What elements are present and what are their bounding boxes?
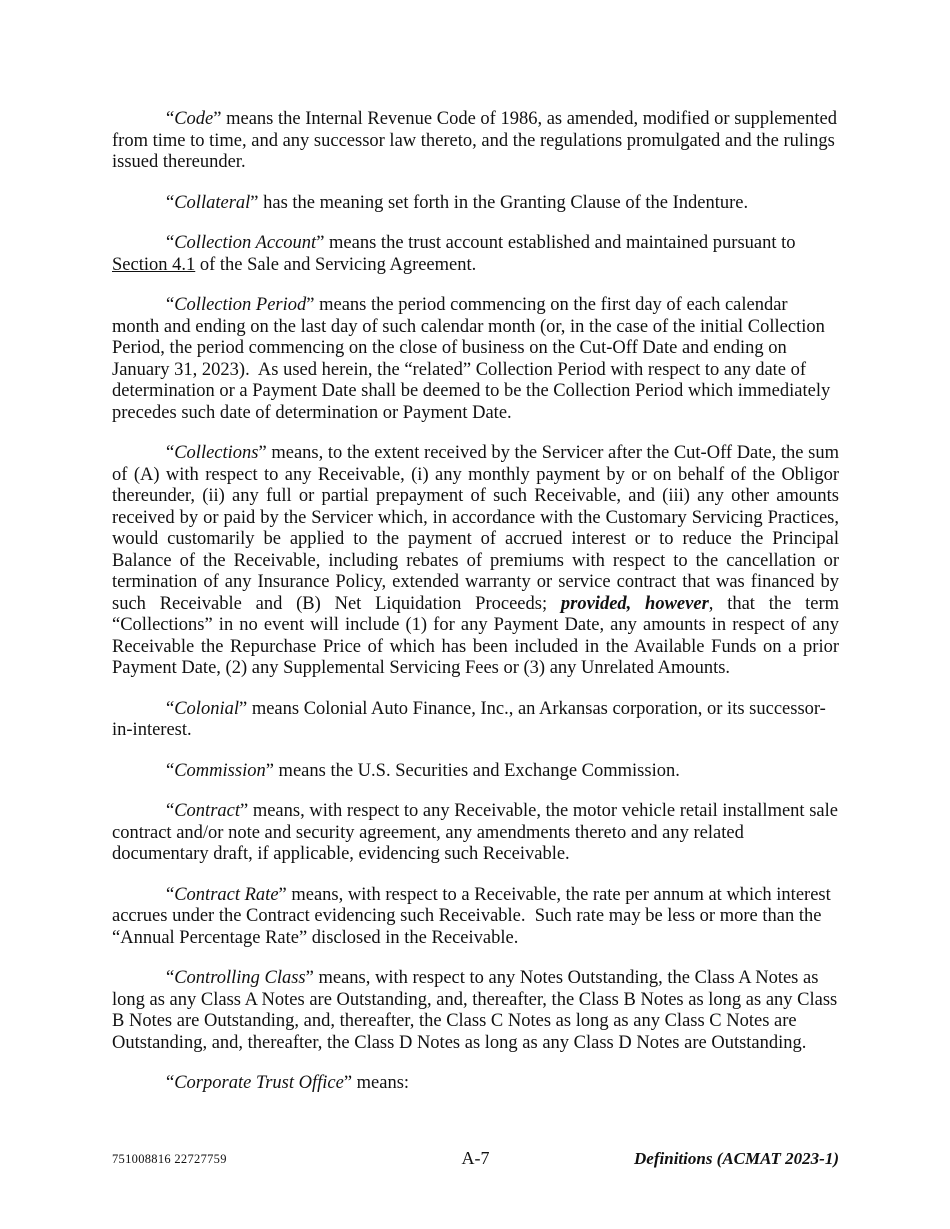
definition-paragraph-commission — [112, 761, 839, 783]
defined-term: Collection Period — [174, 295, 307, 315]
section-reference: Section 4.1 — [112, 254, 196, 275]
page-footer — [112, 1147, 839, 1173]
defined-term: Collateral — [174, 192, 251, 213]
footer-document-title: Definitions (ACMAT 2023-1) — [634, 1149, 839, 1168]
text-run: “ — [166, 801, 175, 821]
text-run: ” means the period commencing on the first day of each calendar month and ending on the last day of such calendar month (or, in the case of the initial Collection Period, the period commencing on the close of business on the Cut-Off Date and ending on January 31, 2023). As used herein, the “related” Collection Period with respect to any date of determination or a Payment Date shall be deemed to be the Collection Period which immediately precedes such date of determination or Payment Date. — [112, 295, 835, 423]
text-run: ” means the trust account established and maintained pursuant to — [316, 233, 801, 253]
text-run: “ — [166, 295, 175, 315]
defined-term: Corporate Trust Office — [174, 1073, 344, 1093]
defined-term: Code — [174, 109, 214, 129]
defined-term: Collection Account — [174, 233, 317, 253]
text-run: “ — [166, 698, 175, 719]
text-run: “ — [166, 760, 175, 781]
definition-paragraph-code — [112, 109, 842, 174]
text-run: “ — [166, 1073, 175, 1093]
text-run: ” means, with respect to a Receivable, the rate per annum at which interest accrues under the Contract evidencing such Receivable. Such rate may be less or more than the “Annual Percentage Rate” disclosed in the Receivable. — [112, 884, 836, 948]
definition-paragraph-contract-rate — [112, 885, 839, 950]
text-run: ” means, with respect to any Notes Outstanding, the Class A Notes as long as any Class A Notes are Outstanding, and, thereafter, the Class B Notes as long as any Class B Notes are Outstanding, and, thereafter, the Class C Notes as long as any Class C Notes are Outstanding, and, thereafter, the Class D Notes as long as any Class D Notes are Outstanding. — [112, 968, 842, 1053]
definition-paragraph-collections — [112, 443, 844, 680]
text-run: “ — [166, 233, 175, 253]
text-run: ” means, to the extent received by the Servicer after the Cut-Off Date, the sum of (A) with respect to any Receivable, (i) any monthly payment by or on behalf of the Obligor thereunder, (ii) any full or partial prepayment of such Receivable, and (iii) any other amounts received by or paid by the Servicer which, in accordance with the Customary Servicing Practices, would customarily be applied to the payment of accrued interest or to reduce the Principal Balance of the Receivable, including rebates of premiums with respect to the cancellation or termination of any Insurance Policy, extended warranty or service contract that was financed by such Receivable and (B) Net Liquidation Proceeds; — [112, 443, 844, 614]
definition-paragraph-collection-period — [112, 295, 839, 424]
defined-term: Contract Rate — [174, 884, 279, 905]
proviso-phrase: provided, however — [560, 593, 709, 614]
text-run: ” means: — [343, 1073, 410, 1093]
defined-term: Colonial — [174, 698, 239, 719]
defined-term: Contract — [174, 801, 240, 821]
defined-term: Collections — [174, 443, 259, 463]
text-run: ” means Colonial Auto Finance, Inc., an Arkansas corporation, or its successor-in-interest. — [112, 698, 826, 740]
text-run: ” means the Internal Revenue Code of 1986, as amended, modified or supplemented from time to time, and any successor law thereto, and the regulations promulgated and the rulings issued thereunder. — [112, 109, 842, 172]
definition-paragraph-collection-account — [112, 233, 839, 276]
text-run: “ — [166, 968, 175, 988]
definition-paragraph-corporate-trust-office — [112, 1073, 839, 1095]
defined-term: Commission — [174, 760, 266, 781]
text-run: ” has the meaning set forth in the Granting Clause of the Indenture. — [250, 192, 749, 213]
defined-term: Controlling Class — [174, 968, 306, 988]
text-run: of the Sale and Servicing Agreement. — [195, 254, 477, 275]
definition-paragraph-controlling-class — [112, 968, 842, 1054]
definition-paragraph-colonial — [112, 699, 839, 742]
text-run: ” means, with respect to any Receivable, the motor vehicle retail installment sale contract and/or note and security agreement, any amendments thereto and any related documentary draft, if applicable, evidencing such Receivable. — [112, 801, 843, 864]
text-run: , that the term “Collections” in no event will include (1) for any Payment Date, any amounts in respect of any Receivable the Repurchase Price of which has been included in the Available Funds on a prior Payment Date, (2) any Supplemental Servicing Fees or (3) any Unrelated Amounts. — [112, 593, 844, 678]
text-run: ” means the U.S. Securities and Exchange Commission. — [265, 760, 680, 781]
text-run: “ — [166, 443, 175, 463]
text-run: “ — [166, 109, 175, 129]
definitions-content — [112, 109, 844, 1114]
document-control-number: 751008816 22727759 — [112, 1152, 227, 1166]
text-run: “ — [166, 884, 175, 905]
text-run: “ — [166, 192, 175, 213]
definition-paragraph-collateral — [112, 193, 839, 215]
definition-paragraph-contract — [112, 801, 843, 866]
page-number: A-7 — [461, 1148, 490, 1168]
